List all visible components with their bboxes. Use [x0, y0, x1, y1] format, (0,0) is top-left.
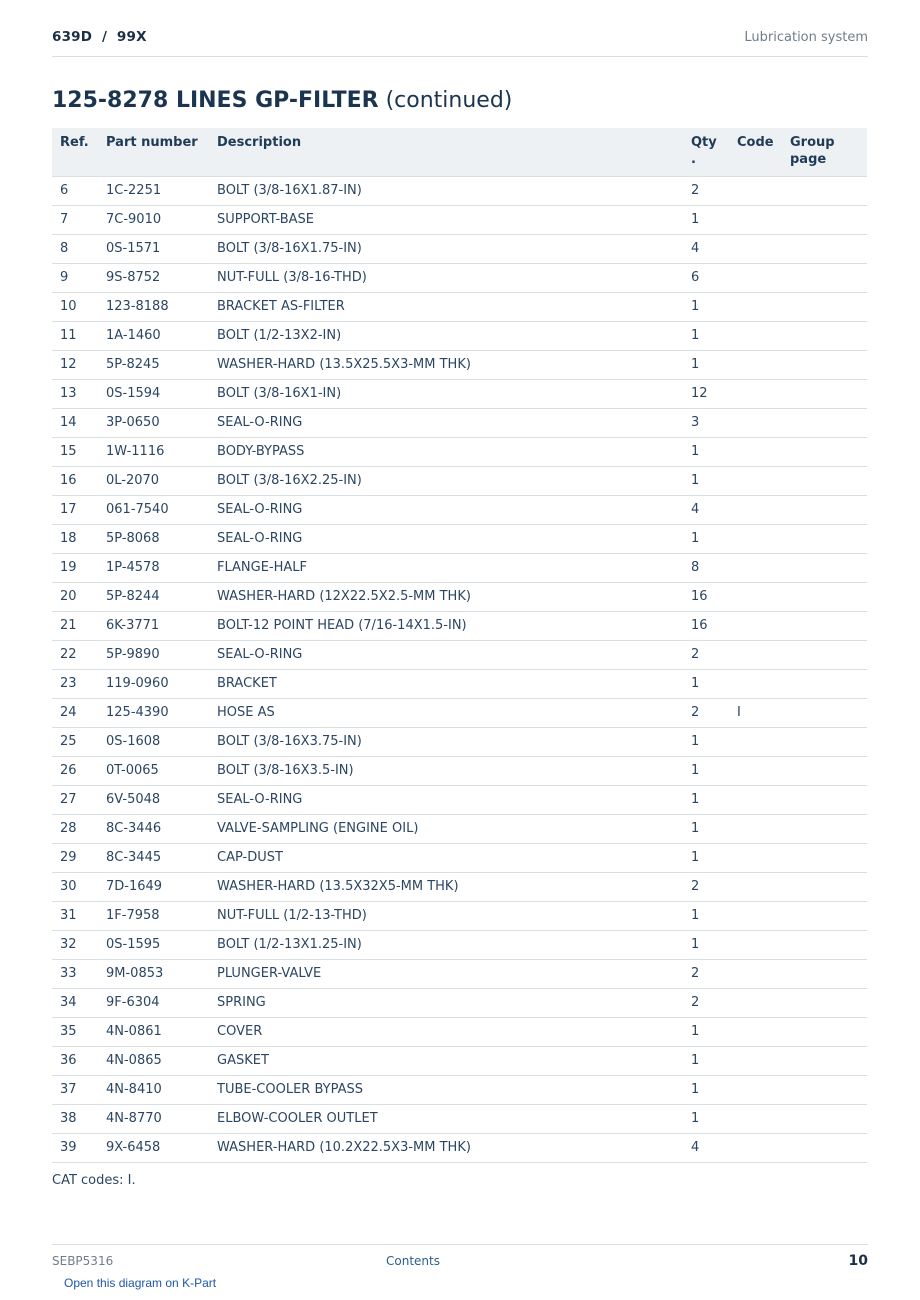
ref-cell: 39	[52, 1133, 98, 1162]
description-cell: BOLT (3/8-16X3.75-IN)	[209, 727, 683, 756]
description-cell: NUT-FULL (1/2-13-THD)	[209, 901, 683, 930]
code-cell	[729, 205, 782, 234]
code-cell	[729, 727, 782, 756]
ref-cell: 24	[52, 698, 98, 727]
group-page-cell	[782, 843, 867, 872]
ref-cell: 34	[52, 988, 98, 1017]
qty-cell: 1	[683, 292, 729, 321]
code-cell	[729, 1017, 782, 1046]
description-cell: BRACKET	[209, 669, 683, 698]
qty-cell: 4	[683, 495, 729, 524]
ref-cell: 23	[52, 669, 98, 698]
part-number-cell: 0S-1594	[98, 379, 209, 408]
part-number-cell: 1F-7958	[98, 901, 209, 930]
part-number-cell: 9M-0853	[98, 959, 209, 988]
ref-cell: 10	[52, 292, 98, 321]
qty-cell: 1	[683, 205, 729, 234]
part-number-cell: 1C-2251	[98, 176, 209, 205]
part-number-cell: 4N-8770	[98, 1104, 209, 1133]
description-cell: SEAL-O-RING	[209, 408, 683, 437]
page-number: 10	[848, 1253, 868, 1269]
qty-cell: 1	[683, 814, 729, 843]
table-row	[52, 611, 867, 640]
part-number-cell: 8C-3446	[98, 814, 209, 843]
ref-cell: 8	[52, 234, 98, 263]
table-row	[52, 1017, 867, 1046]
qty-cell: 2	[683, 176, 729, 205]
table-row	[52, 756, 867, 785]
ref-cell: 15	[52, 437, 98, 466]
code-cell	[729, 901, 782, 930]
group-page-cell	[782, 466, 867, 495]
ref-cell: 6	[52, 176, 98, 205]
table-row	[52, 350, 867, 379]
code-cell	[729, 843, 782, 872]
description-cell: BOLT (3/8-16X1.75-IN)	[209, 234, 683, 263]
description-cell: COVER	[209, 1017, 683, 1046]
table-row	[52, 930, 867, 959]
table-row	[52, 901, 867, 930]
qty-cell: 1	[683, 727, 729, 756]
part-number-cell: 6K-3771	[98, 611, 209, 640]
group-page-cell	[782, 1046, 867, 1075]
description-cell: NUT-FULL (3/8-16-THD)	[209, 263, 683, 292]
description-cell: SPRING	[209, 988, 683, 1017]
description-cell: BRACKET AS-FILTER	[209, 292, 683, 321]
part-number-cell: 4N-8410	[98, 1075, 209, 1104]
qty-cell: 1	[683, 756, 729, 785]
ref-cell: 9	[52, 263, 98, 292]
table-row	[52, 669, 867, 698]
page-footer	[52, 1244, 868, 1275]
description-cell: FLANGE-HALF	[209, 553, 683, 582]
code-cell	[729, 611, 782, 640]
group-page-cell	[782, 814, 867, 843]
parts-table	[52, 128, 867, 1163]
part-number-cell: 1W-1116	[98, 437, 209, 466]
part-number-cell: 5P-8068	[98, 524, 209, 553]
table-row	[52, 640, 867, 669]
group-page-cell	[782, 698, 867, 727]
qty-cell: 4	[683, 234, 729, 263]
group-page-cell	[782, 611, 867, 640]
part-number-cell: 061-7540	[98, 495, 209, 524]
ref-cell: 19	[52, 553, 98, 582]
group-page-cell	[782, 205, 867, 234]
table-row	[52, 785, 867, 814]
qty-cell: 1	[683, 930, 729, 959]
table-row	[52, 176, 867, 205]
group-page-cell	[782, 727, 867, 756]
part-number-cell: 7D-1649	[98, 872, 209, 901]
qty-cell: 1	[683, 437, 729, 466]
qty-cell: 1	[683, 1075, 729, 1104]
description-cell: TUBE-COOLER BYPASS	[209, 1075, 683, 1104]
ref-cell: 38	[52, 1104, 98, 1133]
part-number-cell: 1A-1460	[98, 321, 209, 350]
code-cell	[729, 959, 782, 988]
qty-cell: 1	[683, 524, 729, 553]
code-cell	[729, 582, 782, 611]
ref-cell: 12	[52, 350, 98, 379]
ref-cell: 31	[52, 901, 98, 930]
header-ref: Ref.	[52, 128, 98, 176]
ref-cell: 7	[52, 205, 98, 234]
description-cell: BOLT (3/8-16X1-IN)	[209, 379, 683, 408]
code-cell	[729, 524, 782, 553]
qty-cell: 3	[683, 408, 729, 437]
description-cell: GASKET	[209, 1046, 683, 1075]
ref-cell: 26	[52, 756, 98, 785]
description-cell: ELBOW-COOLER OUTLET	[209, 1104, 683, 1133]
ref-cell: 18	[52, 524, 98, 553]
part-number-cell: 0S-1608	[98, 727, 209, 756]
code-cell	[729, 292, 782, 321]
code-cell: I	[729, 698, 782, 727]
code-cell	[729, 814, 782, 843]
table-row	[52, 321, 867, 350]
open-in-kpart-link[interactable]: Open this diagram on K-Part	[64, 1276, 217, 1290]
part-number-cell: 4N-0861	[98, 1017, 209, 1046]
table-row	[52, 582, 867, 611]
qty-cell: 1	[683, 1046, 729, 1075]
description-cell: BOLT (3/8-16X3.5-IN)	[209, 756, 683, 785]
qty-cell: 2	[683, 872, 729, 901]
part-number-cell: 125-4390	[98, 698, 209, 727]
code-cell	[729, 988, 782, 1017]
description-cell: SUPPORT-BASE	[209, 205, 683, 234]
part-number-cell: 5P-9890	[98, 640, 209, 669]
code-cell	[729, 1104, 782, 1133]
ref-cell: 13	[52, 379, 98, 408]
qty-cell: 16	[683, 611, 729, 640]
description-cell: BOLT-12 POINT HEAD (7/16-14X1.5-IN)	[209, 611, 683, 640]
table-row	[52, 872, 867, 901]
group-page-cell	[782, 1017, 867, 1046]
ref-cell: 33	[52, 959, 98, 988]
ref-cell: 37	[52, 1075, 98, 1104]
table-row	[52, 524, 867, 553]
part-number-cell: 6V-5048	[98, 785, 209, 814]
group-page-cell	[782, 640, 867, 669]
ref-cell: 17	[52, 495, 98, 524]
qty-cell: 1	[683, 901, 729, 930]
header-qty: Qty .	[683, 128, 729, 176]
code-cell	[729, 495, 782, 524]
qty-cell: 6	[683, 263, 729, 292]
code-cell	[729, 669, 782, 698]
header-description: Description	[209, 128, 683, 176]
header-part-number: Part number	[98, 128, 209, 176]
header-code: Code	[729, 128, 782, 176]
group-page-cell	[782, 669, 867, 698]
qty-cell: 1	[683, 785, 729, 814]
qty-cell: 1	[683, 466, 729, 495]
code-cell	[729, 1133, 782, 1162]
ref-cell: 14	[52, 408, 98, 437]
group-page-cell	[782, 582, 867, 611]
qty-cell: 2	[683, 640, 729, 669]
code-cell	[729, 785, 782, 814]
group-page-cell	[782, 176, 867, 205]
description-cell: WASHER-HARD (10.2X22.5X3-MM THK)	[209, 1133, 683, 1162]
ref-cell: 30	[52, 872, 98, 901]
description-cell: PLUNGER-VALVE	[209, 959, 683, 988]
description-cell: BOLT (3/8-16X1.87-IN)	[209, 176, 683, 205]
title-code: 125-8278 LINES GP-FILTER	[52, 88, 379, 113]
group-page-cell	[782, 350, 867, 379]
description-cell: WASHER-HARD (12X22.5X2.5-MM THK)	[209, 582, 683, 611]
code-cell	[729, 234, 782, 263]
table-row	[52, 1046, 867, 1075]
ref-cell: 28	[52, 814, 98, 843]
group-page-cell	[782, 901, 867, 930]
table-row	[52, 814, 867, 843]
part-number-cell: 4N-0865	[98, 1046, 209, 1075]
table-row	[52, 437, 867, 466]
table-row	[52, 495, 867, 524]
table-row	[52, 553, 867, 582]
code-cell	[729, 263, 782, 292]
qty-cell: 2	[683, 988, 729, 1017]
description-cell: BOLT (1/2-13X1.25-IN)	[209, 930, 683, 959]
model-label: 639D / 99X	[52, 29, 147, 45]
part-number-cell: 3P-0650	[98, 408, 209, 437]
code-cell	[729, 872, 782, 901]
header-group-page: Group page	[782, 128, 867, 176]
part-number-cell: 9S-8752	[98, 263, 209, 292]
group-page-cell	[782, 988, 867, 1017]
part-number-cell: 0S-1571	[98, 234, 209, 263]
code-cell	[729, 1046, 782, 1075]
code-cell	[729, 553, 782, 582]
qty-cell: 2	[683, 698, 729, 727]
qty-cell: 1	[683, 321, 729, 350]
description-cell: BODY-BYPASS	[209, 437, 683, 466]
ref-cell: 16	[52, 466, 98, 495]
table-row	[52, 727, 867, 756]
page-title	[52, 88, 512, 113]
qty-cell: 1	[683, 669, 729, 698]
description-cell: VALVE-SAMPLING (ENGINE OIL)	[209, 814, 683, 843]
ref-cell: 35	[52, 1017, 98, 1046]
part-number-cell: 119-0960	[98, 669, 209, 698]
table-row	[52, 988, 867, 1017]
table-row	[52, 1133, 867, 1162]
description-cell: WASHER-HARD (13.5X32X5-MM THK)	[209, 872, 683, 901]
group-page-cell	[782, 872, 867, 901]
qty-cell: 8	[683, 553, 729, 582]
description-cell: CAP-DUST	[209, 843, 683, 872]
qty-cell: 1	[683, 350, 729, 379]
ref-cell: 36	[52, 1046, 98, 1075]
table-row	[52, 1104, 867, 1133]
part-number-cell: 8C-3445	[98, 843, 209, 872]
code-cell	[729, 408, 782, 437]
code-cell	[729, 930, 782, 959]
description-cell: HOSE AS	[209, 698, 683, 727]
part-number-cell: 5P-8244	[98, 582, 209, 611]
document-id: SEBP5316	[52, 1254, 114, 1268]
group-page-cell	[782, 234, 867, 263]
group-page-cell	[782, 930, 867, 959]
group-page-cell	[782, 379, 867, 408]
ref-cell: 27	[52, 785, 98, 814]
code-cell	[729, 350, 782, 379]
code-cell	[729, 437, 782, 466]
group-page-cell	[782, 263, 867, 292]
qty-cell: 1	[683, 843, 729, 872]
table-row	[52, 205, 867, 234]
group-page-cell	[782, 756, 867, 785]
description-cell: WASHER-HARD (13.5X25.5X3-MM THK)	[209, 350, 683, 379]
group-page-cell	[782, 959, 867, 988]
part-number-cell: 9F-6304	[98, 988, 209, 1017]
table-row	[52, 959, 867, 988]
group-page-cell	[782, 1104, 867, 1133]
ref-cell: 25	[52, 727, 98, 756]
part-number-cell: 1P-4578	[98, 553, 209, 582]
group-page-cell	[782, 553, 867, 582]
ref-cell: 32	[52, 930, 98, 959]
code-cell	[729, 640, 782, 669]
table-row	[52, 379, 867, 408]
code-cell	[729, 756, 782, 785]
group-page-cell	[782, 785, 867, 814]
ref-cell: 22	[52, 640, 98, 669]
table-row	[52, 843, 867, 872]
group-page-cell	[782, 524, 867, 553]
part-number-cell: 5P-8245	[98, 350, 209, 379]
ref-cell: 20	[52, 582, 98, 611]
contents-link[interactable]: Contents	[386, 1254, 440, 1268]
table-row	[52, 408, 867, 437]
table-row	[52, 1075, 867, 1104]
description-cell: SEAL-O-RING	[209, 495, 683, 524]
part-number-cell: 0L-2070	[98, 466, 209, 495]
part-number-cell: 123-8188	[98, 292, 209, 321]
description-cell: SEAL-O-RING	[209, 785, 683, 814]
group-page-cell	[782, 408, 867, 437]
description-cell: BOLT (1/2-13X2-IN)	[209, 321, 683, 350]
qty-cell: 16	[683, 582, 729, 611]
description-cell: SEAL-O-RING	[209, 640, 683, 669]
group-page-cell	[782, 1075, 867, 1104]
section-label: Lubrication system	[744, 29, 868, 45]
table-header-row	[52, 128, 867, 176]
code-cell	[729, 1075, 782, 1104]
group-page-cell	[782, 1133, 867, 1162]
group-page-cell	[782, 292, 867, 321]
qty-cell: 12	[683, 379, 729, 408]
group-page-cell	[782, 437, 867, 466]
ref-cell: 29	[52, 843, 98, 872]
page-header	[52, 28, 868, 57]
qty-cell: 4	[683, 1133, 729, 1162]
table-row	[52, 698, 867, 727]
cat-codes-note: CAT codes: I.	[52, 1173, 136, 1188]
qty-cell: 1	[683, 1104, 729, 1133]
description-cell: BOLT (3/8-16X2.25-IN)	[209, 466, 683, 495]
group-page-cell	[782, 495, 867, 524]
table-row	[52, 466, 867, 495]
ref-cell: 21	[52, 611, 98, 640]
code-cell	[729, 379, 782, 408]
part-number-cell: 0S-1595	[98, 930, 209, 959]
table-row	[52, 234, 867, 263]
part-number-cell: 7C-9010	[98, 205, 209, 234]
title-suffix: (continued)	[378, 88, 513, 113]
group-page-cell	[782, 321, 867, 350]
part-number-cell: 9X-6458	[98, 1133, 209, 1162]
code-cell	[729, 466, 782, 495]
table-row	[52, 292, 867, 321]
table-row	[52, 263, 867, 292]
code-cell	[729, 321, 782, 350]
ref-cell: 11	[52, 321, 98, 350]
code-cell	[729, 176, 782, 205]
qty-cell: 1	[683, 1017, 729, 1046]
qty-cell: 2	[683, 959, 729, 988]
part-number-cell: 0T-0065	[98, 756, 209, 785]
description-cell: SEAL-O-RING	[209, 524, 683, 553]
